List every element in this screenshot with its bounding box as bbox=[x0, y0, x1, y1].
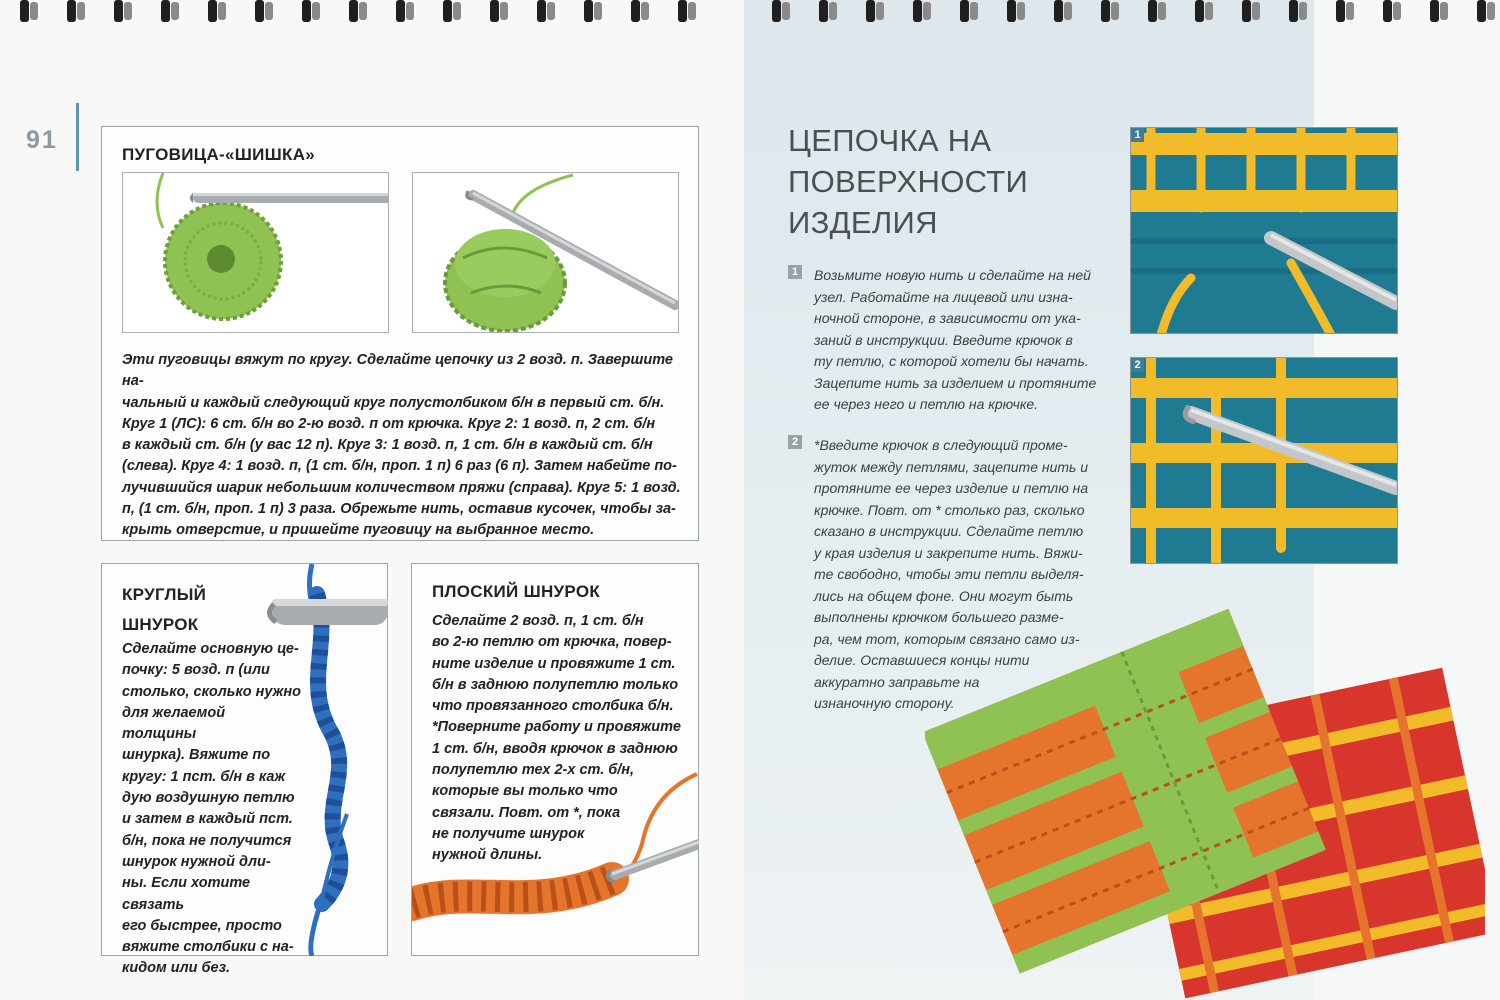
flat-cord-box bbox=[411, 563, 699, 956]
step-1-badge: 1 bbox=[788, 265, 802, 279]
spiral-ring-shadow bbox=[124, 2, 132, 20]
spiral-ring bbox=[960, 0, 969, 22]
spiral-ring-shadow bbox=[171, 2, 179, 20]
step-2-text: *Введите крючок в следующий проме- жуток между петлями, зацепите нить и протяните ее через изделие и петлю на крючке. Повт. от * столько раз, сколько сказано в инструкции. Сделайте петлю у края изделия и закрепите нить. Вяжи- те свободно, чтобы эти петли выделя- лись на общем фоне. Они могут быть выполнены крючком большего разме- ра, чем тот, которым связано само из- делие. Оставшиеся концы нити аккуратно заправьте на изнаночную сторону. bbox=[814, 437, 1089, 711]
spiral-ring bbox=[678, 0, 687, 22]
spiral-ring-shadow bbox=[688, 2, 696, 20]
spiral-ring bbox=[1148, 0, 1157, 22]
spiral-ring-shadow bbox=[1346, 2, 1354, 20]
spiral-ring bbox=[631, 0, 640, 22]
spiral-ring-shadow bbox=[594, 2, 602, 20]
surface-chain-title: ЦЕПОЧКА НА ПОВЕРХНОСТИ ИЗДЕЛИЯ bbox=[788, 123, 1029, 240]
spiral-ring bbox=[537, 0, 546, 22]
photo-1-tag: 1 bbox=[1131, 128, 1144, 142]
button-photo-right bbox=[412, 172, 679, 333]
spiral-ring bbox=[67, 0, 76, 22]
spiral-binding bbox=[0, 0, 1500, 26]
spiral-ring bbox=[349, 0, 358, 22]
spiral-ring-shadow bbox=[218, 2, 226, 20]
spiral-ring bbox=[255, 0, 264, 22]
spiral-ring-shadow bbox=[829, 2, 837, 20]
spiral-ring-shadow bbox=[500, 2, 508, 20]
spiral-ring-shadow bbox=[1064, 2, 1072, 20]
spiral-ring bbox=[161, 0, 170, 22]
spiral-ring bbox=[913, 0, 922, 22]
spiral-ring bbox=[1477, 0, 1486, 22]
flat-cord-instructions: Сделайте 2 возд. п, 1 ст. б/н во 2-ю петлю от крючка, повер- ните изделие и провяжите 1 ст. б/н в заднюю полупетлю только что провязанного столбика б/н. *Поверните работу и провяжите 1 ст. б/н, вводя крючок в заднюю полупетлю тех 2-х ст. б/н, которые вы только что связали. Повт. от *, пока не получите шнурок нужной длины. bbox=[432, 613, 681, 864]
spiral-ring-shadow bbox=[406, 2, 414, 20]
spiral-ring bbox=[1289, 0, 1298, 22]
spiral-ring bbox=[819, 0, 828, 22]
spiral-ring-shadow bbox=[782, 2, 790, 20]
flat-cord-photo bbox=[412, 764, 699, 956]
spiral-ring bbox=[1336, 0, 1345, 22]
spiral-ring bbox=[396, 0, 405, 22]
spiral-ring-shadow bbox=[1440, 2, 1448, 20]
spiral-ring-shadow bbox=[1252, 2, 1260, 20]
spiral-ring bbox=[443, 0, 452, 22]
spiral-ring bbox=[208, 0, 217, 22]
step-2-photo bbox=[1130, 357, 1398, 564]
round-cord-instructions: Сделайте основную це- почку: 5 возд. п (или столько, сколько нужно для желаемой толщины шнурка). Вяжите по кругу: 1 пст. б/н в каж дую воздушную петлю и затем в каждый пст. б/н, пока не получится шнурок нужной дли- ны. Если хотите связать его быстрее, просто вяжите столбики с на- кидом или без. bbox=[122, 641, 301, 977]
spiral-ring-shadow bbox=[876, 2, 884, 20]
spiral-ring-shadow bbox=[359, 2, 367, 20]
spiral-ring bbox=[20, 0, 29, 22]
spiral-ring-shadow bbox=[77, 2, 85, 20]
spiral-ring bbox=[1242, 0, 1251, 22]
page-number: 91 bbox=[26, 126, 58, 154]
spiral-ring-shadow bbox=[923, 2, 931, 20]
spiral-ring bbox=[1101, 0, 1110, 22]
spiral-ring bbox=[1054, 0, 1063, 22]
photo-2-tag: 2 bbox=[1131, 358, 1144, 372]
spiral-ring-shadow bbox=[1017, 2, 1025, 20]
flat-cord-title: ПЛОСКИЙ ШНУРОК bbox=[432, 582, 601, 601]
step-1-photo bbox=[1130, 127, 1398, 334]
crochet-swatches-photo bbox=[925, 580, 1485, 1000]
step-1-text: Возьмите новую нить и сделайте на ней узел. Работайте на лицевой или изна- ночной стороне, в зависимости от ука- заний в инструкции. Введите крючок в ту петлю, с которой хотели бы начать. Зацепите нить за изделием и протяните ее через него и петлю на крючке. bbox=[814, 267, 1097, 412]
spiral-ring bbox=[772, 0, 781, 22]
round-cord-title: КРУГЛЫЙ ШНУРОК bbox=[122, 585, 207, 634]
spiral-ring bbox=[1383, 0, 1392, 22]
spiral-ring bbox=[584, 0, 593, 22]
spiral-ring-shadow bbox=[970, 2, 978, 20]
spiral-ring-shadow bbox=[265, 2, 273, 20]
spiral-ring bbox=[866, 0, 875, 22]
spiral-ring-shadow bbox=[1393, 2, 1401, 20]
page-number-rule bbox=[76, 103, 79, 171]
button-title: ПУГОВИЦА-«ШИШКА» bbox=[122, 145, 316, 164]
spiral-ring bbox=[302, 0, 311, 22]
spiral-ring-shadow bbox=[1111, 2, 1119, 20]
round-cord-box bbox=[101, 563, 388, 977]
spiral-ring bbox=[114, 0, 123, 22]
button-photo-left bbox=[122, 172, 389, 333]
spiral-ring bbox=[1195, 0, 1204, 22]
spiral-ring-shadow bbox=[547, 2, 555, 20]
spiral-ring bbox=[1430, 0, 1439, 22]
spiral-ring-shadow bbox=[312, 2, 320, 20]
spiral-ring-shadow bbox=[1205, 2, 1213, 20]
spiral-ring bbox=[1007, 0, 1016, 22]
spiral-ring-shadow bbox=[30, 2, 38, 20]
spiral-ring-shadow bbox=[641, 2, 649, 20]
spiral-ring-shadow bbox=[453, 2, 461, 20]
button-instruction-box bbox=[101, 126, 699, 541]
spiral-ring bbox=[490, 0, 499, 22]
button-instructions: Эти пуговицы вяжут по кругу. Сделайте цепочку из 2 возд. п. Завершите на- чальный и каждый следующий круг полустолбиком б/н в первый ст. б/н. Круг 1 (ЛС): 6 ст. б/н во 2-ю возд. п от крючка. Круг 2: 1 возд. п, 2 ст. б/н в каждый ст. б/н (у вас 12 п). Круг 3: 1 возд. п, 1 ст. б/н в каждый ст. б/н (слева). Круг 4: 1 возд. п, (1 ст. б/н, проп. 1 п) 6 раз (6 п). Затем набейте по- лучившийся шарик небольшим количеством пряжи (справа). Круг 5: 1 возд. п, (1 ст. б/н, проп. 1 п) 3 раза. Обрежьте нить, оставив кусочек, чтобы за- крыть отверстие, и пришейте пуговицу на выбранное место. bbox=[122, 352, 681, 539]
spiral-ring-shadow bbox=[1299, 2, 1307, 20]
step-2-badge: 2 bbox=[788, 435, 802, 449]
spiral-ring-shadow bbox=[1487, 2, 1495, 20]
spiral-ring-shadow bbox=[1158, 2, 1166, 20]
